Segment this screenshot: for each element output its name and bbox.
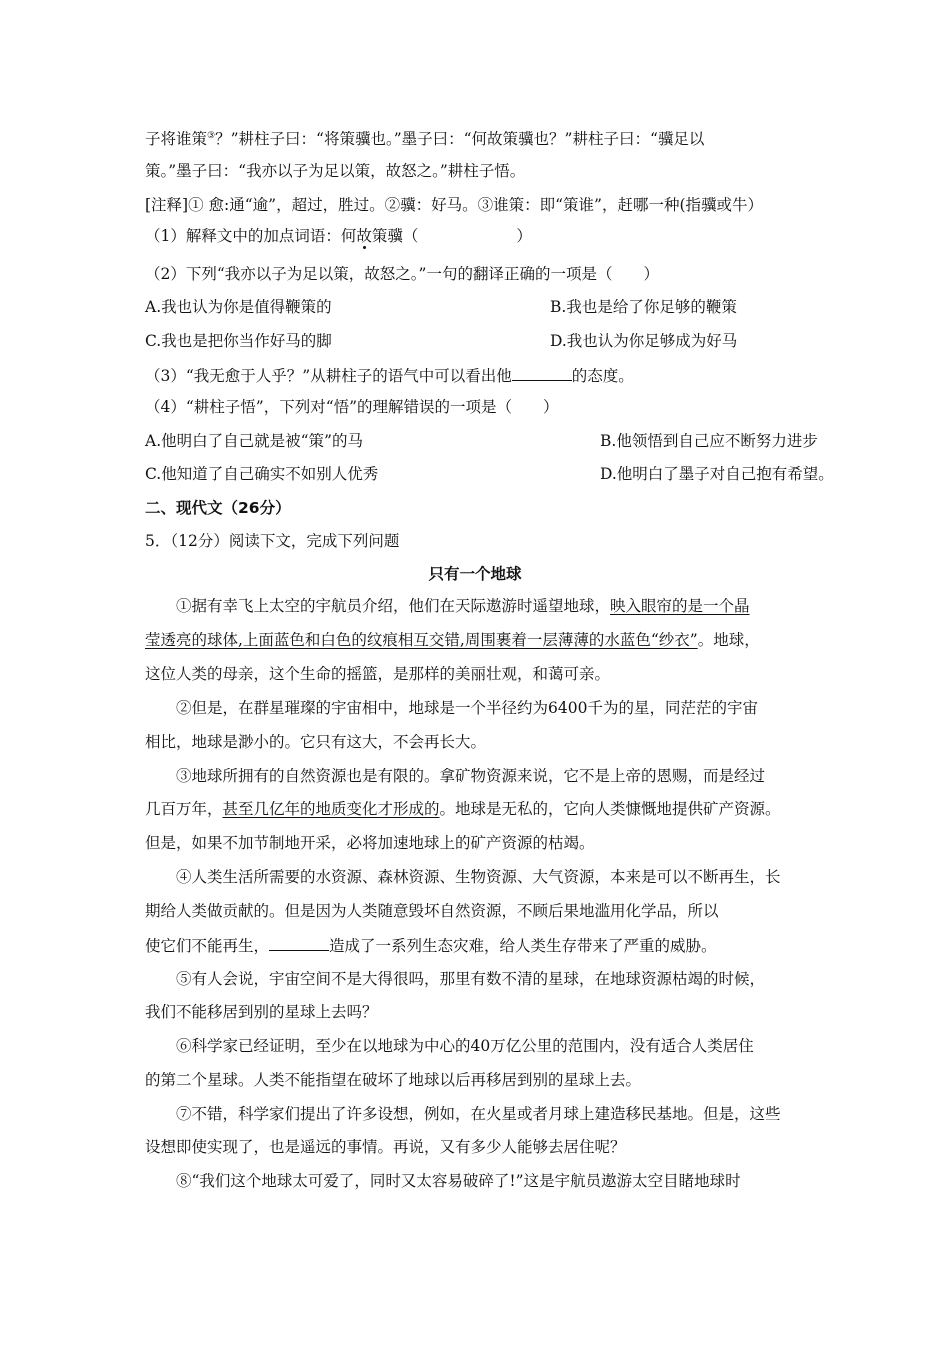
body-text: 使它们不能再生，	[145, 937, 270, 955]
option-b[interactable]: B.我也是给了你足够的鞭策	[550, 298, 737, 316]
underlined-text: 莹透亮的球体,上面蓝色和白色的纹痕相互交错,周围裹着一层薄薄的水蓝色“纱衣”	[145, 631, 698, 649]
paragraph-7-line: 设想即使实现了，也是遥远的事情。再说，又有多少人能够去居住呢？	[145, 1138, 626, 1156]
article-title: 只有一个地球	[428, 565, 522, 583]
paragraph-4-line: 期给人类做贡献的。但是因为人类随意毁坏自然资源，不顾后果地滥用化学品，所以	[145, 902, 719, 920]
option-a[interactable]: A.我也认为你是值得鞭策的	[145, 298, 332, 316]
body-text: 造成了一系列生态灾难，给人类生存带来了严重的威胁。	[329, 937, 717, 955]
option-c[interactable]: C.他知道了自己确实不如别人优秀	[145, 465, 379, 483]
question-text: （3）“我无愈于人乎？”从耕柱子的语气中可以看出他	[145, 367, 512, 385]
question-3	[145, 364, 634, 387]
question-5-intro: 5．（12分）阅读下文，完成下列问题	[145, 532, 400, 550]
body-text: ①据有幸飞上太空的宇航员介绍，他们在天际遨游时遥望地球，	[176, 597, 611, 615]
question-text: 的态度。	[571, 367, 634, 385]
passage-line: 策。”墨子曰：“我亦以子为足以策，故怒之。”耕柱子悟。	[145, 162, 526, 180]
question-1	[145, 225, 532, 247]
footnote-marker: ③	[207, 131, 216, 141]
option-a[interactable]: A.他明白了自己就是被“策”的马	[145, 432, 363, 450]
paragraph-6-line: ⑥科学家已经证明，至少在以地球为中心的40万亿公里的范围内，没有适合人类居住	[176, 1037, 754, 1055]
option-b[interactable]: B.他领悟到自己应不断努力进步	[600, 432, 818, 450]
question-text: ）	[516, 227, 532, 245]
question-4-options-row	[145, 430, 818, 452]
option-d[interactable]: D.他明白了墨子对自己抱有希望。	[600, 465, 834, 483]
annotation-note: [注释]① 愈:通“逾”，超过，胜过。②骥：好马。③谁策：即“策谁”，赶哪一种(指骥或牛）	[145, 196, 763, 214]
paragraph-1-line	[176, 595, 750, 617]
body-text: 几百万年，	[145, 800, 223, 818]
paragraph-1-line: 这位人类的母亲，这个生命的摇篮，是那样的美丽壮观，和蔼可亲。	[145, 665, 611, 683]
paragraph-4-line	[145, 934, 717, 957]
underlined-text: 映入眼帘的是一个晶	[610, 597, 750, 615]
dotted-word: 故	[356, 227, 372, 245]
paragraph-8-line: ⑧“我们这个地球太可爱了，同时又太容易破碎了!”这是宇航员遨游太空目睹地球时	[176, 1172, 741, 1190]
underlined-text: 甚至几亿年的地质变化才形成的	[222, 800, 440, 818]
question-text: （1）解释文中的加点词语：何	[145, 227, 357, 245]
passage-text: ？”耕柱子曰：“将策骥也。”墨子曰：“何故策骥也？”耕柱子曰：“骥足以	[215, 130, 705, 149]
body-text: 。地球，	[697, 631, 760, 649]
question-2-stem: （2）下列“我亦以子为足以策，故怒之。”一句的翻译正确的一项是（ ）	[145, 265, 659, 283]
paragraph-3-line: ③地球所拥有的自然资源也是有限的。拿矿物资源来说，它不是上帝的恩赐，而是经过	[176, 767, 766, 785]
body-text: 。地球是无私的，它向人类慷慨地提供矿产资源。	[439, 800, 781, 818]
paragraph-3-line: 但是，如果不加节制地开采，必将加速地球上的矿产资源的枯竭。	[145, 834, 595, 852]
paragraph-5-line: 我们不能移居到别的星球上去吗？	[145, 1003, 378, 1021]
section-heading: 二、现代文（26分）	[145, 499, 291, 517]
passage-text: 子将谁策	[145, 130, 208, 149]
passage-line	[145, 125, 704, 150]
paragraph-5-line: ⑤有人会说，宇宙空间不是大得很吗，那里有数不清的星球，在地球资源枯竭的时候，	[176, 970, 766, 988]
paragraph-7-line: ⑦不错，科学家们提出了许多设想，例如，在火星或者月球上建造移民基地。但是，这些	[176, 1105, 781, 1123]
question-2-options-row	[145, 330, 805, 352]
paragraph-2-line: 相比，地球是渺小的。它只有这大，不会再长大。	[145, 733, 487, 751]
question-4-stem: （4）“耕柱子悟”，下列对“悟”的理解错误的一项是（ ）	[145, 398, 559, 416]
answer-blank[interactable]	[512, 364, 572, 381]
question-4-options-row	[145, 463, 834, 485]
paragraph-3-line	[145, 798, 781, 820]
paragraph-1-line	[145, 629, 760, 651]
question-2-options-row	[145, 296, 805, 318]
paragraph-2-line: ②但是，在群星璀璨的宇宙相中，地球是一个半径约为6400千为的星，同茫茫的宇宙	[176, 699, 758, 717]
answer-blank[interactable]	[269, 934, 329, 951]
option-c[interactable]: C.我也是把你当作好马的脚	[145, 332, 332, 350]
paragraph-6-line: 的第二个星球。人类不能指望在破坏了地球以后再移居到别的星球上去。	[145, 1071, 642, 1089]
paragraph-4-line: ④人类生活所需要的水资源、森林资源、生物资源、大气资源，本来是可以不断再生，长	[176, 868, 781, 886]
question-text: 策骥（	[371, 227, 419, 245]
option-d[interactable]: D.我也认为你足够成为好马	[550, 332, 738, 350]
